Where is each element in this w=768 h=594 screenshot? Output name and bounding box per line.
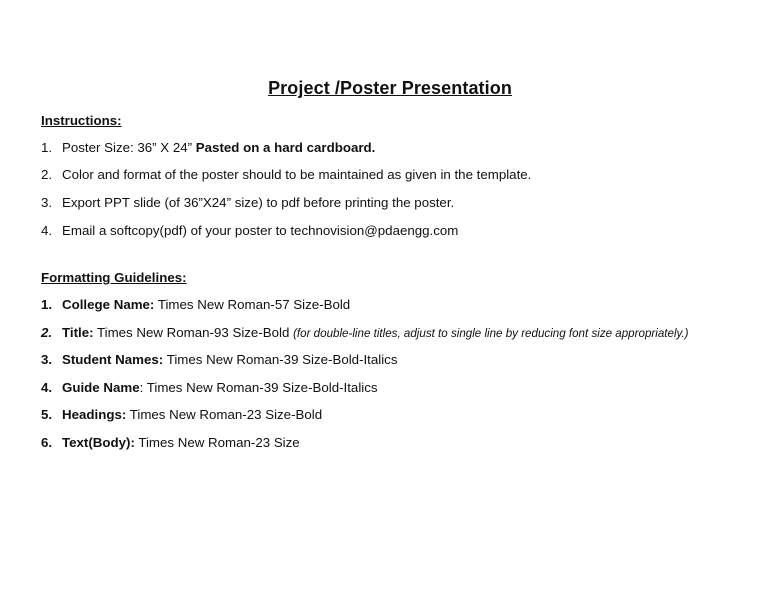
formatting-label: College Name: bbox=[62, 297, 155, 312]
formatting-label: Text(Body): bbox=[62, 435, 135, 450]
formatting-text: Times New Roman-23 Size-Bold bbox=[126, 407, 323, 422]
instruction-item-1 bbox=[41, 140, 375, 156]
page-title: Project /Poster Presentation bbox=[268, 78, 512, 98]
list-number: 4. bbox=[41, 380, 53, 395]
formatting-text: Times New Roman-93 Size-Bold bbox=[93, 325, 294, 340]
list-number: 4. bbox=[41, 223, 53, 238]
list-number: 3. bbox=[41, 195, 53, 210]
formatting-item-1 bbox=[41, 297, 350, 313]
formatting-label: Guide Name bbox=[62, 380, 140, 395]
instructions-heading: Instructions: bbox=[41, 113, 122, 128]
list-number: 3. bbox=[41, 352, 53, 367]
instruction-bold-text: Pasted on a hard cardboard. bbox=[195, 140, 376, 155]
formatting-item-3 bbox=[41, 352, 397, 368]
formatting-item-4 bbox=[41, 380, 378, 396]
formatting-text: Times New Roman-23 Size bbox=[134, 435, 300, 450]
formatting-label: Title: bbox=[62, 325, 94, 340]
formatting-heading: Formatting Guidelines: bbox=[41, 270, 187, 285]
formatting-label: Student Names: bbox=[62, 352, 164, 367]
instruction-item-4 bbox=[41, 223, 458, 239]
formatting-item-6 bbox=[41, 435, 300, 451]
formatting-text: Times New Roman-39 Size-Bold-Italics bbox=[163, 352, 398, 367]
list-number: 2. bbox=[41, 167, 53, 182]
formatting-item-5 bbox=[41, 407, 322, 423]
instruction-text: Poster Size: 36” X 24” bbox=[62, 140, 196, 155]
formatting-text: Times New Roman-57 Size-Bold bbox=[154, 297, 351, 312]
formatting-item-2 bbox=[41, 325, 689, 342]
formatting-text: : Times New Roman-39 Size-Bold-Italics bbox=[139, 380, 378, 395]
instruction-item-2 bbox=[41, 167, 531, 183]
formatting-note: (for double-line titles, adjust to single line by reducing font size appropriately.) bbox=[293, 327, 689, 340]
instruction-item-3 bbox=[41, 195, 454, 211]
instruction-text: Export PPT slide (of 36”X24” size) to pdf before printing the poster. bbox=[62, 195, 455, 210]
list-number: 2. bbox=[41, 325, 53, 340]
instruction-text: Email a softcopy(pdf) of your poster to technovision@pdaengg.com bbox=[62, 223, 459, 238]
formatting-label: Headings: bbox=[62, 407, 127, 422]
list-number: 1. bbox=[41, 297, 53, 312]
list-number: 1. bbox=[41, 140, 53, 155]
list-number: 5. bbox=[41, 407, 53, 422]
instruction-text: Color and format of the poster should to be maintained as given in the template. bbox=[62, 167, 532, 182]
list-number: 6. bbox=[41, 435, 53, 450]
